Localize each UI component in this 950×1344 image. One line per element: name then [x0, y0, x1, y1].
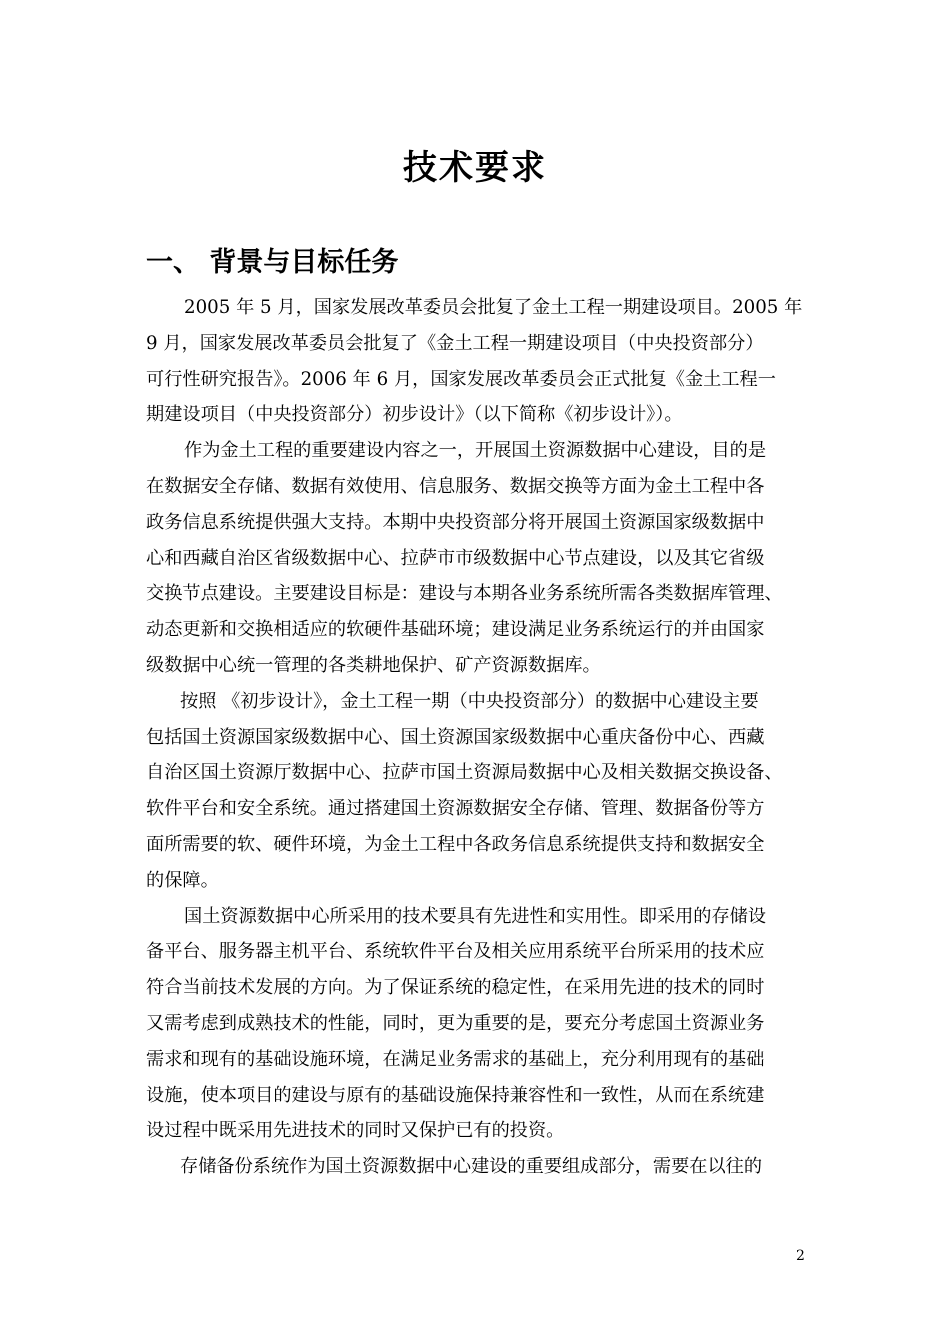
page-number: 2: [796, 1248, 805, 1264]
text-line: 国土资源数据中心所采用的技术要具有先进性和实用性。即采用的存储设: [184, 905, 767, 927]
text-line: 存储备份系统作为国土资源数据中心建设的重要组成部分，需要在以往的: [180, 1156, 763, 1178]
text-line: 设施，使本项目的建设与原有的基础设施保持兼容性和一致性，从而在系统建: [146, 1084, 765, 1106]
text-line: 按照 《初步设计》，金土工程一期（中央投资部分）的数据中心建设主要: [180, 690, 759, 712]
text-line: 级数据中心统一管理的各类耕地保护、矿产资源数据库。: [146, 654, 601, 676]
text-line: 政务信息系统提供强大支持。本期中央投资部分将开展国土资源国家级数据中: [146, 511, 765, 533]
text-line: 的保障。: [146, 869, 219, 891]
text-line: 9 月，国家发展改革委员会批复了《金土工程一期建设项目（中央投资部分）: [146, 332, 764, 354]
text-line: 符合当前技术发展的方向。为了保证系统的稳定性，在采用先进的技术的同时: [146, 977, 765, 999]
text-line: 期建设项目（中央投资部分）初步设计》（以下简称《初步设计》）。: [146, 404, 683, 426]
text-line: 2005 年 5 月，国家发展改革委员会批复了金土工程一期建设项目。2005 年: [184, 297, 803, 318]
text-line: 软件平台和安全系统。通过搭建国土资源数据安全存储、管理、数据备份等方: [146, 798, 765, 820]
text-line: 动态更新和交换相适应的软硬件基础环境；建设满足业务系统运行的并由国家: [146, 619, 765, 641]
text-line: 在数据安全存储、数据有效使用、信息服务、数据交换等方面为金土工程中各: [146, 475, 765, 497]
section-heading: 一、 背景与目标任务: [146, 247, 399, 278]
document-title: 技术要求: [403, 148, 547, 188]
text-line: 面所需要的软、硬件环境，为金土工程中各政务信息系统提供支持和数据安全: [146, 833, 765, 855]
text-line: 备平台、服务器主机平台、系统软件平台及相关应用系统平台所采用的技术应: [146, 941, 765, 963]
text-line: 包括国土资源国家级数据中心、国土资源国家级数据中心重庆备份中心、西藏: [146, 726, 765, 748]
text-line: 可行性研究报告》。2006 年 6 月，国家发展改革委员会正式批复《金土工程一: [146, 368, 776, 390]
text-line: 需求和现有的基础设施环境，在满足业务需求的基础上，充分利用现有的基础: [146, 1048, 765, 1070]
text-line: 自治区国土资源厅数据中心、拉萨市国土资源局数据中心及相关数据交换设备、: [146, 762, 783, 784]
text-line: 又需考虑到成熟技术的性能，同时，更为重要的是，要充分考虑国土资源业务: [146, 1012, 765, 1034]
paragraph-1: [146, 290, 814, 433]
body-text: [146, 290, 814, 1185]
paragraph-2: [146, 433, 814, 684]
text-line: 交换节点建设。主要建设目标是：建设与本期各业务系统所需各类数据库管理、: [146, 583, 783, 605]
paragraph-3: [146, 684, 814, 899]
text-line: 设过程中既采用先进技术的同时又保护已有的投资。: [146, 1120, 565, 1142]
text-line: 心和西藏自治区省级数据中心、拉萨市市级数据中心节点建设，以及其它省级: [146, 547, 765, 569]
paragraph-4: [146, 899, 814, 1150]
text-line: 作为金土工程的重要建设内容之一，开展国土资源数据中心建设，目的是: [184, 440, 767, 462]
paragraph-5: [146, 1149, 814, 1185]
